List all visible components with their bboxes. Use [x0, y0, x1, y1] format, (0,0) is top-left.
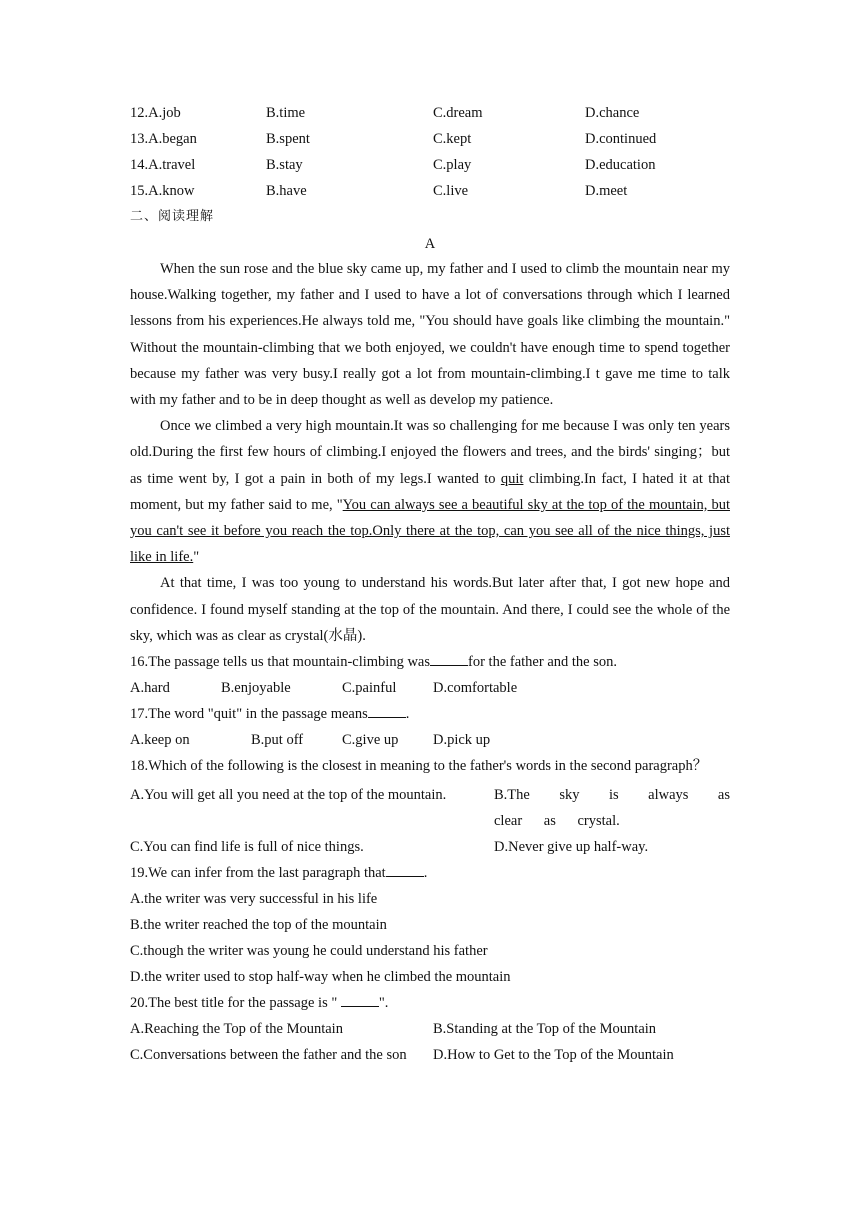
paragraph-2-text: Once we climbed a very high mountain.It was so challenging for me because I was only ten years old.During the first few hours of climbing.I enjoyed the flowers and trees, and the birds' singing；but as time went by, I got a pain in both of my legs.I wanted to — [130, 418, 730, 487]
option-d: D.How to Get to the Top of the Mountain — [433, 1047, 674, 1064]
option-c: C.You can find life is full of nice things. — [130, 839, 364, 856]
option-d: D.education — [585, 157, 656, 173]
question-stem — [130, 701, 730, 727]
option-row-14 — [130, 152, 730, 178]
option-b: B.put off — [251, 732, 304, 749]
option-d: D.the writer used to stop half-way when he climbed the mountain — [130, 969, 511, 986]
option-b: B.have — [266, 183, 307, 199]
paragraph-2 — [130, 413, 730, 570]
question-stem — [130, 649, 730, 675]
underlined-word-quit: quit — [500, 470, 524, 487]
option-row-12 — [130, 100, 730, 126]
stem-text-end: . — [423, 865, 428, 882]
option-a: 14.A.travel — [130, 157, 196, 173]
quote-close: " — [193, 549, 200, 566]
option-a: A.hard — [130, 680, 170, 697]
question-stem — [130, 990, 730, 1016]
question-stem — [130, 860, 730, 886]
option-d: D.continued — [585, 131, 657, 147]
options-row-2 — [130, 1042, 730, 1068]
option-d: D.chance — [585, 105, 640, 121]
option-c: C.Conversations between the father and the son — [130, 1047, 407, 1064]
option-d: D.Never give up half-way. — [494, 839, 649, 856]
option-a: 12.A.job — [130, 105, 181, 121]
option-c: C.play — [433, 157, 472, 173]
option-a: 13.A.began — [130, 131, 197, 147]
option-a: A.keep on — [130, 732, 190, 749]
question-19 — [130, 860, 730, 990]
option-b: B.spent — [266, 131, 310, 147]
option-b: B.stay — [266, 157, 303, 173]
question-16 — [130, 649, 730, 701]
stem-text: 20.The best title for the passage is " — [130, 995, 341, 1012]
option-d: D.pick up — [433, 732, 491, 749]
answer-blank — [386, 862, 424, 877]
underlined-father-quote: You can always see a beautiful sky at the top of the mountain, but you can't see it before you reach the top.Only there at the top, can you see all of the nice things, just like in life. — [130, 496, 730, 566]
vocab-options — [130, 100, 730, 204]
question-stem: 18.Which of the following is the closest in meaning to the father's words in the second paragraph？ — [130, 758, 708, 775]
stem-text-end: . — [405, 706, 410, 723]
passage-label: A — [424, 236, 436, 252]
answer-blank — [368, 703, 406, 718]
option-c: C.kept — [433, 131, 472, 147]
option-a: A.Reaching the Top of the Mountain — [130, 1021, 343, 1038]
option-c: C.live — [433, 183, 469, 199]
question-18 — [130, 753, 730, 860]
option-c: C.painful — [342, 680, 397, 697]
stem-text: 17.The word "quit" in the passage means — [130, 706, 368, 723]
option-d: D.comfortable — [433, 680, 518, 697]
stem-text: 16.The passage tells us that mountain-climbing was — [130, 654, 431, 671]
option-row-13 — [130, 126, 730, 152]
question-17 — [130, 701, 730, 753]
paragraph-1: When the sun rose and the blue sky came up, my father and I used to climb the mountain near my house.Walking together, my father and I used to have a lot of conversations through which I learned lessons from his experiences.He always told me, "You should have goals like climbing the mountain." Without the mountain-climbing that we both enjoyed, we couldn't have enough time to spend together because my father was very busy.I really got a lot from mountain-climbing.I t gave me time to talk with my father and to be in deep thought as well as develop my patience. — [130, 261, 730, 409]
options — [130, 675, 730, 701]
option-a: 15.A.know — [130, 183, 195, 199]
paragraph-2-text-cont: climbing.In fact, I hated it at that moment, but my father said to me, " — [130, 470, 730, 513]
option-b: B.Standing at the Top of the Mountain — [433, 1021, 657, 1038]
option-d: D.meet — [585, 183, 628, 199]
stem-text-end: ". — [378, 995, 389, 1012]
answer-blank — [341, 992, 379, 1007]
option-c: C.give up — [342, 732, 399, 749]
option-row-15 — [130, 178, 730, 204]
option-b: B.the writer reached the top of the mountain — [130, 917, 387, 934]
option-b: B.time — [266, 105, 306, 121]
option-c: C.dream — [433, 105, 483, 121]
answer-blank — [430, 651, 468, 666]
option-a: A.You will get all you need at the top of the mountain. — [130, 787, 447, 804]
options — [130, 727, 730, 753]
options-row-2 — [130, 834, 730, 860]
section-title: 二、阅读理解 — [130, 209, 215, 224]
option-c: C.though the writer was young he could understand his father — [130, 943, 488, 960]
stem-text: 19.We can infer from the last paragraph that — [130, 865, 386, 882]
passage — [130, 256, 730, 649]
option-a: A.the writer was very successful in his life — [130, 891, 378, 908]
option-b: B.The sky is always as clear as crystal. — [494, 787, 730, 830]
options-row-1 — [130, 1016, 730, 1042]
worksheet-page — [130, 100, 730, 1068]
option-b: B.enjoyable — [221, 680, 291, 697]
paragraph-3: At that time, I was too young to understand his words.But later after that, I got new hope and confidence. I found myself standing at the top of the mountain. And there, I could see the whole of the sky, which was as clear as crystal(水晶). — [130, 575, 730, 644]
question-20 — [130, 990, 730, 1068]
stem-text-end: for the father and the son. — [468, 654, 617, 671]
